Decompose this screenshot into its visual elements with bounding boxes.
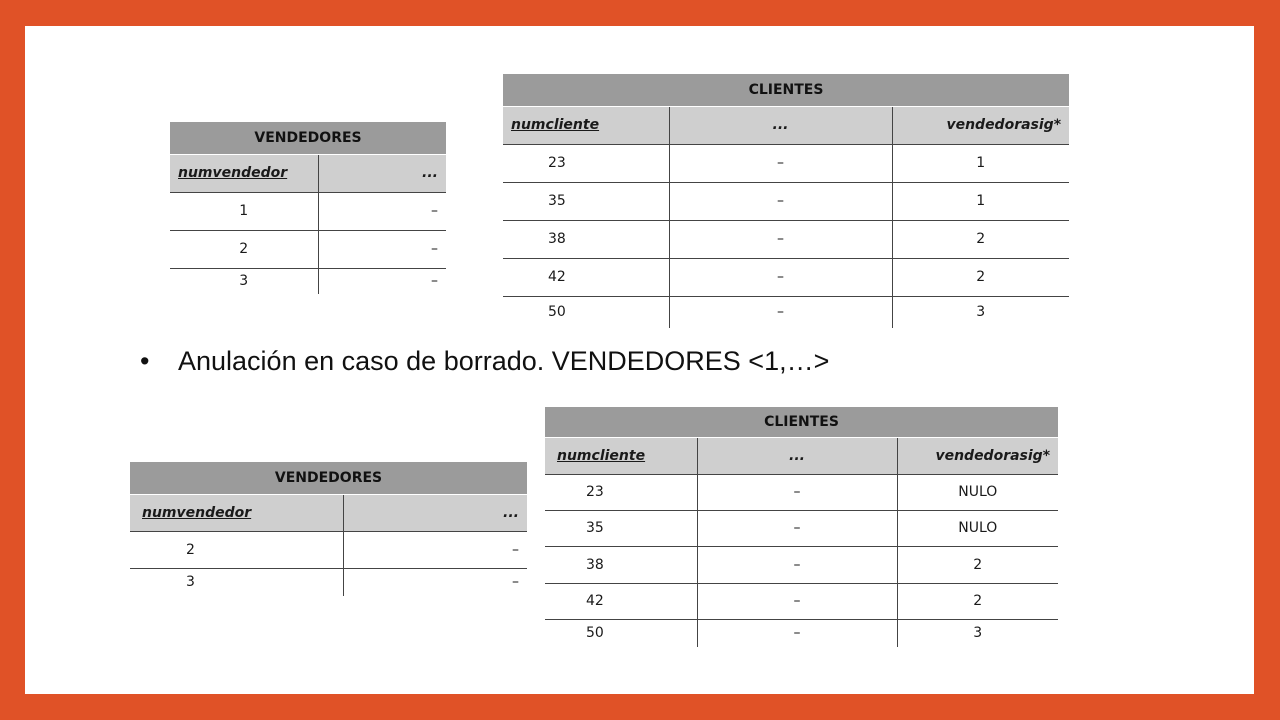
table-row [545, 619, 1058, 647]
bullet-marker: • [140, 346, 150, 376]
clientes-table-before [503, 74, 1069, 328]
cell-other: – [318, 230, 446, 268]
table-row [170, 268, 446, 294]
column-header-ellipsis: ... [669, 106, 892, 144]
table-title: CLIENTES [545, 407, 1058, 437]
cell-other: – [669, 258, 892, 296]
table-row [503, 220, 1069, 258]
cell-vendedorasig: NULO [897, 474, 1058, 510]
cell-other: – [697, 583, 897, 619]
cell-numvendedor: 1 [170, 192, 318, 230]
table-row [503, 182, 1069, 220]
table-row [170, 192, 446, 230]
cell-vendedorasig: NULO [897, 510, 1058, 546]
cell-other: – [431, 273, 438, 290]
cell-numcliente: 23 [503, 144, 669, 182]
cell-other: – [512, 574, 519, 591]
table-row [130, 531, 527, 568]
cell-numvendedor: 3 [130, 568, 343, 596]
cell-vendedorasig: 2 [897, 546, 1058, 583]
column-header-vendedorasig: vendedorasig* [897, 437, 1058, 474]
table-row [503, 296, 1069, 328]
cell-numcliente: 50 [545, 619, 697, 647]
cell-vendedorasig: 3 [973, 625, 983, 642]
table-row [545, 510, 1058, 546]
cell-other: – [669, 144, 892, 182]
vendedores-table-after [130, 462, 527, 596]
cell-numcliente: 35 [503, 182, 669, 220]
cell-vendedorasig: 1 [892, 144, 1069, 182]
cell-numvendedor: 2 [170, 230, 318, 268]
table-title: VENDEDORES [130, 462, 527, 494]
table-title: CLIENTES [503, 74, 1069, 106]
cell-numcliente: 42 [503, 258, 669, 296]
cell-other: – [697, 619, 897, 647]
column-header-numcliente: numcliente [503, 106, 669, 144]
column-header-numvendedor: numvendedor [170, 154, 318, 192]
cell-other: – [669, 220, 892, 258]
cell-other: – [669, 296, 892, 328]
cell-other: – [318, 192, 446, 230]
table-row [503, 258, 1069, 296]
cell-other: – [669, 182, 892, 220]
cell-other: – [343, 531, 527, 568]
column-header-ellipsis: ... [697, 437, 897, 474]
cell-numvendedor: 2 [130, 531, 343, 568]
table-row [545, 546, 1058, 583]
column-header-vendedorasig: vendedorasig* [892, 106, 1069, 144]
cell-vendedorasig: 2 [897, 583, 1058, 619]
table-row [170, 230, 446, 268]
bullet-text: Anulación en caso de borrado. VENDEDORES <1,…> [178, 346, 830, 376]
cell-other: – [697, 474, 897, 510]
cell-other: – [697, 546, 897, 583]
table-row [130, 568, 527, 596]
table-row [545, 474, 1058, 510]
cell-numcliente: 35 [545, 510, 697, 546]
column-header-ellipsis: ... [318, 154, 446, 192]
cell-numcliente: 42 [545, 583, 697, 619]
cell-vendedorasig: 2 [892, 258, 1069, 296]
slide [25, 26, 1254, 694]
cell-numcliente: 50 [503, 296, 669, 328]
column-header-numvendedor: numvendedor [130, 494, 343, 531]
column-header-ellipsis: ... [343, 494, 527, 531]
table-row [503, 144, 1069, 182]
table-row [545, 583, 1058, 619]
cell-vendedorasig: 3 [976, 304, 986, 321]
column-header-numcliente: numcliente [545, 437, 697, 474]
cell-vendedorasig: 2 [892, 220, 1069, 258]
table-title: VENDEDORES [170, 122, 446, 154]
cell-numcliente: 23 [545, 474, 697, 510]
cell-other: – [697, 510, 897, 546]
clientes-table-after [545, 407, 1058, 647]
cell-vendedorasig: 1 [892, 182, 1069, 220]
vendedores-table-before [170, 122, 446, 294]
cell-numvendedor: 3 [170, 268, 318, 294]
cell-numcliente: 38 [503, 220, 669, 258]
bullet-point [140, 346, 829, 377]
cell-numcliente: 38 [545, 546, 697, 583]
